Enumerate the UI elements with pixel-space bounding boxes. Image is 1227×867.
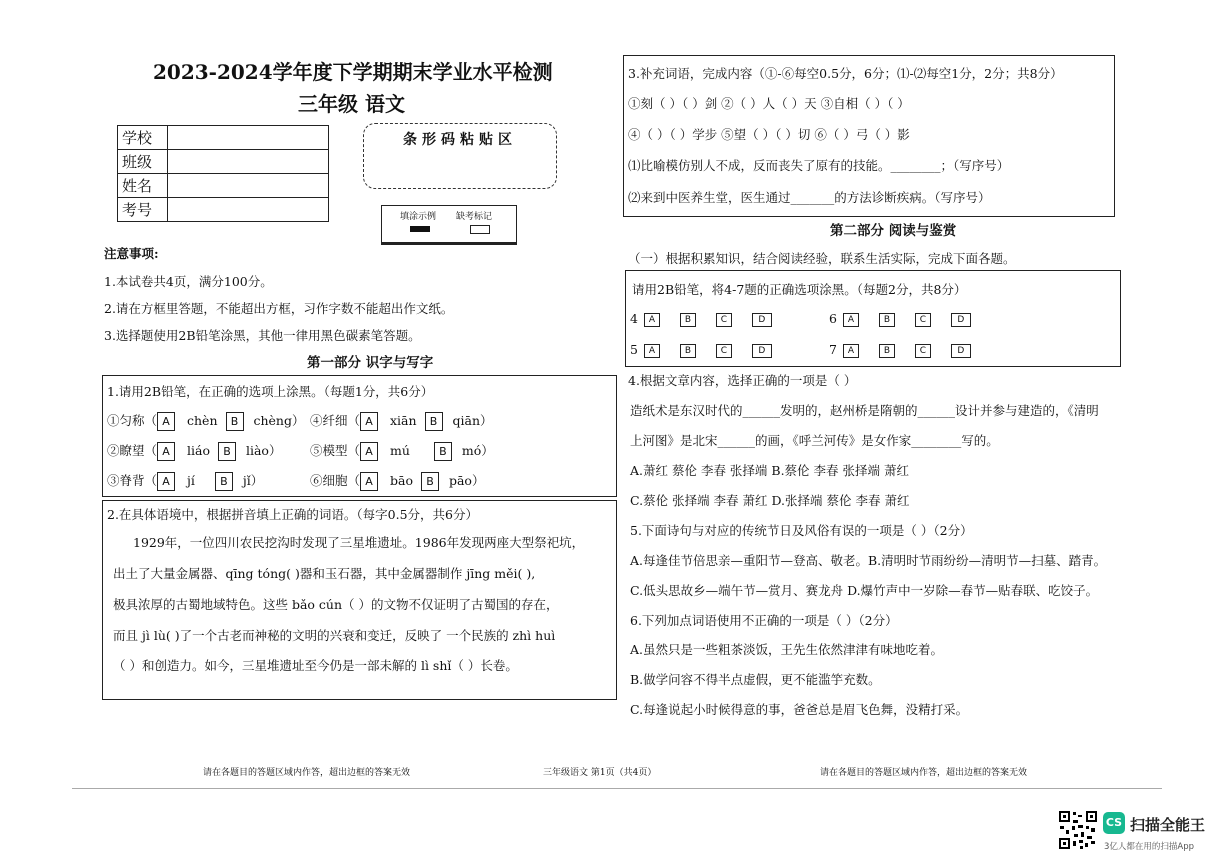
bubble-a[interactable]: A — [644, 313, 660, 327]
name-field[interactable] — [168, 174, 329, 198]
school-field[interactable] — [168, 126, 329, 150]
q2-line: 而且 jì lù( )了一个古老而神秘的文明的兴衰和变迁，反映了 一个民族的 zhì huì — [113, 628, 556, 643]
absent-mark-label: 缺考标记 — [456, 212, 493, 222]
note-item: 1.本试卷共4页，满分100分。 — [104, 274, 273, 289]
pinyin: chèng） — [253, 413, 305, 428]
option-b-bubble[interactable]: B — [226, 412, 244, 431]
info-label: 考号 — [118, 198, 168, 222]
q3-line: ⑵来到中医养生堂，医生通过_______的方法诊断疾病。（写序号） — [628, 190, 991, 205]
option-b-bubble[interactable]: B — [434, 442, 452, 461]
q1-row — [107, 411, 305, 431]
barcode-area — [363, 123, 557, 189]
bubble-b[interactable]: B — [879, 344, 895, 358]
q3-line: ①刻（ ）（ ）剑 ②（ ）人（ ）天 ③自相（ ）（ ） — [628, 96, 910, 111]
q2-box — [102, 500, 617, 700]
option-a-bubble[interactable]: A — [360, 472, 378, 491]
answer-row-q7 — [829, 342, 973, 358]
bubble-a[interactable]: A — [843, 313, 859, 327]
qr-code — [1058, 810, 1098, 850]
answer-box-prompt: 请用2B铅笔，将4-7题的正确选项涂黑。（每题2分，共8分） — [632, 282, 967, 297]
answer-row-q5 — [630, 342, 774, 358]
q5-option: A.每逢佳节倍思亲—重阳节—登高、敬老。B.清明时节雨纷纷—清明节—扫墓、踏青。 — [630, 553, 1107, 568]
q3-line: ④（ ）（ ）学步 ⑤望（ ）（ ）切 ⑥（ ）弓（ ）影 — [628, 127, 910, 142]
q6-prompt: 6.下列加点词语使用不正确的一项是（ ）（2分） — [630, 613, 898, 628]
info-label: 姓名 — [118, 174, 168, 198]
footer-center: 三年级语文 第1页（共4页） — [543, 768, 657, 778]
fill-example-label: 填涂示例 — [400, 212, 437, 222]
word-label: ①匀称（ — [107, 413, 158, 428]
answer-sheet-box — [625, 270, 1121, 367]
section1-intro: （一）根据积累知识，结合阅读经验，联系生活实际，完成下面各题。 — [628, 251, 1016, 266]
q3-box — [623, 55, 1115, 217]
question-number: 7 — [829, 342, 837, 357]
q1-box — [102, 375, 617, 497]
pinyin: mó） — [461, 443, 494, 458]
footer-divider — [72, 788, 1162, 789]
notes-heading: 注意事项: — [104, 246, 159, 261]
option-a-bubble[interactable]: A — [360, 412, 378, 431]
exam-title: 2023-2024学年度下学期期末学业水平检测 — [153, 60, 553, 84]
q1-row-right — [310, 471, 484, 491]
exam-number-field[interactable] — [168, 198, 329, 222]
info-label: 班级 — [118, 150, 168, 174]
pinyin: chèn — [187, 413, 218, 428]
q3-line: ⑴比喻模仿别人不成，反而丧失了原有的技能。________；（写序号） — [628, 158, 1010, 173]
camscanner-tagline: 3亿人都在用的扫描App — [1104, 842, 1195, 852]
pinyin: jí — [187, 473, 195, 488]
q6-option: C.每逢说起小时候得意的事，爸爸总是眉飞色舞，没精打采。 — [630, 702, 969, 717]
filled-sample — [410, 226, 430, 232]
footer-right: 请在各题目的答题区域内作答，超出边框的答案无效 — [820, 768, 1028, 778]
info-label: 学校 — [118, 126, 168, 150]
q2-prompt: 2.在具体语境中，根据拼音填上正确的词语。（每字0.5分，共6分） — [107, 507, 479, 522]
q1-prompt: 1.请用2B铅笔，在正确的选项上涂黑。（每题1分，共6分） — [107, 384, 434, 399]
pinyin: liào） — [245, 443, 282, 458]
pinyin: liáo — [187, 443, 210, 458]
camscanner-name: 扫描全能王 — [1130, 816, 1206, 834]
absent-checkbox[interactable] — [470, 225, 490, 234]
q4-options: C.蔡伦 张择端 李春 萧红 D.张择端 蔡伦 李春 萧红 — [630, 493, 910, 508]
student-info-table — [117, 125, 329, 222]
q1-row — [107, 441, 281, 461]
exam-subtitle: 三年级 语文 — [298, 92, 405, 116]
bubble-b[interactable]: B — [680, 313, 696, 327]
q5-prompt: 5.下面诗句与对应的传统节日及风俗有误的一项是（ ）（2分） — [630, 523, 973, 538]
q4-prompt: 4.根据文章内容，选择正确的一项是（ ） — [628, 373, 857, 388]
option-b-bubble[interactable]: B — [215, 472, 233, 491]
bubble-d[interactable]: D — [752, 313, 772, 327]
note-item: 3.选择题使用2B铅笔涂黑，其他一律用黑色碳素笔答题。 — [104, 328, 421, 343]
bubble-a[interactable]: A — [644, 344, 660, 358]
option-a-bubble[interactable]: A — [360, 442, 378, 461]
question-number: 4 — [630, 311, 638, 326]
pinyin: qiān） — [452, 413, 493, 428]
word-label: ③脊背（ — [107, 473, 158, 488]
word-label: ⑥细胞（ — [310, 473, 361, 488]
q2-line: 极具浓厚的古蜀地域特色。这些 bǎo cún（ ）的文物不仅证明了古蜀国的存在， — [113, 597, 559, 612]
camscanner-logo: CS — [1103, 812, 1125, 834]
class-field[interactable] — [168, 150, 329, 174]
bubble-d[interactable]: D — [951, 313, 971, 327]
question-number: 6 — [829, 311, 837, 326]
q3-prompt: 3.补充词语，完成内容（①-⑥每空0.5分，6分；⑴-⑵每空1分，2分；共8分） — [628, 66, 1063, 81]
qr-code-icon — [1058, 810, 1098, 850]
option-b-bubble[interactable]: B — [421, 472, 439, 491]
q4-stem: 造纸术是东汉时代的______发明的，赵州桥是隋朝的______设计并参与建造的，《清明 — [630, 403, 1099, 418]
q4-stem: 上河图》是北宋______的画，《呼兰河传》是女作家________写的。 — [630, 433, 999, 448]
bubble-c[interactable]: C — [716, 344, 732, 358]
question-number: 5 — [630, 342, 638, 357]
bubble-c[interactable]: C — [716, 313, 732, 327]
footer-left: 请在各题目的答题区域内作答，超出边框的答案无效 — [203, 768, 411, 778]
q1-row — [107, 471, 263, 491]
option-a-bubble[interactable]: A — [157, 442, 175, 461]
q5-option: C.低头思故乡—端午节—赏月、赛龙舟 D.爆竹声中一岁除—春节—贴春联、吃饺子。 — [630, 583, 1099, 598]
pinyin: xiān — [390, 413, 417, 428]
bubble-c[interactable]: C — [915, 344, 931, 358]
answer-row-q6 — [829, 311, 973, 327]
bubble-b[interactable]: B — [680, 344, 696, 358]
bubble-a[interactable]: A — [843, 344, 859, 358]
word-label: ②瞭望（ — [107, 443, 158, 458]
q2-line: 1929年，一位四川农民挖沟时发现了三星堆遗址。1986年发现两座大型祭祀坑， — [133, 535, 585, 550]
bubble-d[interactable]: D — [752, 344, 772, 358]
q6-option: A.虽然只是一些粗茶淡饭，王先生依然津津有味地吃着。 — [630, 642, 944, 657]
q1-row-right — [310, 411, 493, 431]
fill-example-box — [381, 205, 517, 245]
option-a-bubble[interactable]: A — [157, 412, 175, 431]
q4-options: A.萧红 蔡伦 李春 张择端 B.蔡伦 李春 张择端 萧红 — [630, 463, 909, 478]
q6-option: B.做学问容不得半点虚假，更不能滥竽充数。 — [630, 672, 881, 687]
bubble-d[interactable]: D — [951, 344, 971, 358]
bubble-b[interactable]: B — [879, 313, 895, 327]
bubble-c[interactable]: C — [915, 313, 931, 327]
option-b-bubble[interactable]: B — [425, 412, 443, 431]
pinyin: mú — [390, 443, 410, 458]
option-b-bubble[interactable]: B — [218, 442, 236, 461]
q2-line: （ ）和创造力。如今，三星堆遗址至今仍是一部未解的 lì shǐ（ ）长卷。 — [113, 658, 518, 673]
part2-heading: 第二部分 阅读与鉴赏 — [830, 223, 957, 239]
q1-row-right — [310, 441, 494, 461]
pinyin: jǐ） — [242, 473, 264, 488]
word-label: ④纤细（ — [310, 413, 361, 428]
answer-row-q4 — [630, 311, 774, 327]
option-a-bubble[interactable]: A — [157, 472, 175, 491]
q2-line: 出土了大量金属器、qīng tóng( )器和玉石器，其中金属器制作 jīng měi( ), — [113, 566, 536, 581]
barcode-label: 条形码粘贴区 — [403, 132, 517, 148]
word-label: ⑤模型（ — [310, 443, 361, 458]
pinyin: pāo） — [448, 473, 485, 488]
note-item: 2.请在方框里答题，不能超出方框，习作字数不能超出作文纸。 — [104, 301, 454, 316]
pinyin: bāo — [390, 473, 413, 488]
part1-heading: 第一部分 识字与写字 — [307, 355, 434, 371]
